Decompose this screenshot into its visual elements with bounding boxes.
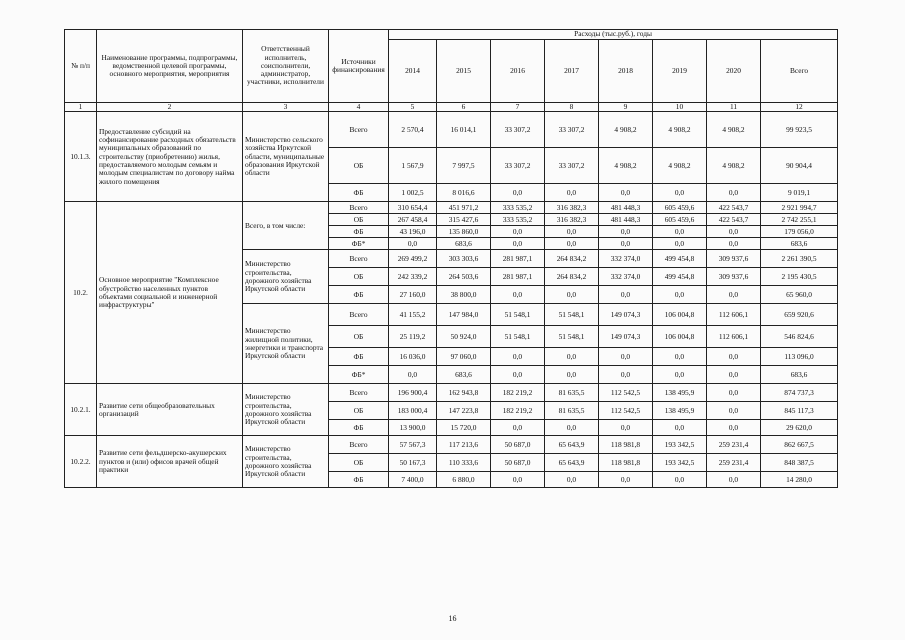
value-cell: 0,0 [599, 226, 653, 238]
value-total: 179 056,0 [761, 226, 838, 238]
value-cell: 147 223,8 [437, 402, 491, 420]
row-number: 10.2.2. [65, 436, 97, 488]
value-cell: 50 167,3 [389, 454, 437, 472]
col-index: 12 [761, 103, 838, 112]
value-cell: 50 687,0 [491, 436, 545, 454]
value-cell: 0,0 [707, 402, 761, 420]
header-year: 2017 [545, 40, 599, 103]
value-cell: 264 834,2 [545, 250, 599, 268]
funding-source: ОБ [329, 402, 389, 420]
program-name: Основное мероприятие "Комплексное обустройство населенных пунктов объектами социальной и инженерной инфраструктуры" [97, 202, 243, 384]
value-cell: 33 307,2 [545, 112, 599, 148]
funding-source: ФБ [329, 226, 389, 238]
value-total: 2 261 390,5 [761, 250, 838, 268]
value-cell: 0,0 [707, 348, 761, 366]
value-cell: 0,0 [545, 184, 599, 202]
value-cell: 106 004,8 [653, 304, 707, 326]
funding-source: ОБ [329, 148, 389, 184]
header-year: 2020 [707, 40, 761, 103]
value-cell: 0,0 [707, 226, 761, 238]
value-cell: 8 016,6 [437, 184, 491, 202]
executor-name: Министерство жилищной политики, энергетики и транспорта Иркутской области [243, 304, 329, 384]
funding-source: ОБ [329, 214, 389, 226]
value-cell: 138 495,9 [653, 402, 707, 420]
value-cell: 605 459,6 [653, 202, 707, 214]
funding-source: ФБ [329, 420, 389, 436]
value-cell: 4 908,2 [599, 148, 653, 184]
funding-source: ОБ [329, 268, 389, 286]
funding-source: ФБ [329, 184, 389, 202]
value-cell: 135 860,0 [437, 226, 491, 238]
value-total: 9 019,1 [761, 184, 838, 202]
value-cell: 110 333,6 [437, 454, 491, 472]
col-index: 4 [329, 103, 389, 112]
value-total: 845 117,3 [761, 402, 838, 420]
value-cell: 0,0 [599, 184, 653, 202]
value-cell: 0,0 [599, 348, 653, 366]
value-cell: 193 342,5 [653, 454, 707, 472]
funding-source: ФБ* [329, 366, 389, 384]
value-cell: 81 635,5 [545, 402, 599, 420]
header-year: 2014 [389, 40, 437, 103]
header-year: 2016 [491, 40, 545, 103]
value-cell: 51 548,1 [545, 304, 599, 326]
value-cell: 149 074,3 [599, 304, 653, 326]
value-cell: 0,0 [653, 184, 707, 202]
table-row [65, 436, 838, 454]
value-cell: 2 570,4 [389, 112, 437, 148]
header-year: 2019 [653, 40, 707, 103]
value-total: 99 923,5 [761, 112, 838, 148]
col-index: 9 [599, 103, 653, 112]
funding-source: Всего [329, 304, 389, 326]
value-total: 14 280,0 [761, 472, 838, 488]
value-cell: 0,0 [707, 238, 761, 250]
value-cell: 0,0 [491, 184, 545, 202]
value-cell: 193 342,5 [653, 436, 707, 454]
value-cell: 0,0 [653, 420, 707, 436]
header-expenses: Расходы (тыс.руб.), годы [389, 30, 838, 40]
value-cell: 0,0 [653, 238, 707, 250]
value-total: 2 921 994,7 [761, 202, 838, 214]
value-cell: 33 307,2 [491, 112, 545, 148]
value-cell: 0,0 [707, 472, 761, 488]
table-body [65, 30, 838, 488]
funding-source: Всего [329, 250, 389, 268]
value-cell: 683,6 [437, 238, 491, 250]
value-cell: 43 196,0 [389, 226, 437, 238]
value-cell: 0,0 [491, 366, 545, 384]
value-cell: 4 908,2 [653, 112, 707, 148]
funding-source: Всего [329, 384, 389, 402]
col-index: 10 [653, 103, 707, 112]
value-cell: 0,0 [707, 384, 761, 402]
executor-name: Министерство строительства, дорожного хозяйства Иркутской области [243, 384, 329, 436]
value-cell: 33 307,2 [491, 148, 545, 184]
value-cell: 242 339,2 [389, 268, 437, 286]
value-cell: 605 459,6 [653, 214, 707, 226]
value-cell: 0,0 [491, 348, 545, 366]
value-cell: 112 606,1 [707, 326, 761, 348]
value-cell: 0,0 [545, 226, 599, 238]
program-name: Развитие сети общеобразовательных организаций [97, 384, 243, 436]
value-cell: 162 943,8 [437, 384, 491, 402]
value-cell: 281 987,1 [491, 268, 545, 286]
value-cell: 118 981,8 [599, 436, 653, 454]
value-cell: 264 834,2 [545, 268, 599, 286]
row-number: 10.1.3. [65, 112, 97, 202]
value-cell: 0,0 [707, 286, 761, 304]
col-index: 3 [243, 103, 329, 112]
executor-name: Всего, в том числе: [243, 202, 329, 250]
value-cell: 0,0 [599, 286, 653, 304]
value-cell: 481 448,3 [599, 214, 653, 226]
value-cell: 4 908,2 [707, 148, 761, 184]
value-cell: 4 908,2 [707, 112, 761, 148]
column-index-row [65, 103, 838, 112]
value-cell: 112 542,5 [599, 402, 653, 420]
value-cell: 259 231,4 [707, 436, 761, 454]
value-cell: 0,0 [707, 366, 761, 384]
funding-source: ОБ [329, 326, 389, 348]
table-row [65, 112, 838, 148]
value-cell: 0,0 [389, 366, 437, 384]
value-cell: 57 567,3 [389, 436, 437, 454]
value-cell: 259 231,4 [707, 454, 761, 472]
header-num: № п/п [65, 30, 97, 103]
table-row [65, 202, 838, 214]
value-cell: 112 542,5 [599, 384, 653, 402]
value-total: 2 742 255,1 [761, 214, 838, 226]
value-cell: 112 606,1 [707, 304, 761, 326]
value-cell: 7 997,5 [437, 148, 491, 184]
header-executor: Ответственный исполнитель, соисполнители, администратор, участники, исполнители [243, 30, 329, 103]
value-cell: 0,0 [653, 366, 707, 384]
value-cell: 309 937,6 [707, 268, 761, 286]
row-number: 10.2.1. [65, 384, 97, 436]
value-cell: 267 458,4 [389, 214, 437, 226]
value-cell: 13 900,0 [389, 420, 437, 436]
value-cell: 81 635,5 [545, 384, 599, 402]
executor-name: Министерство сельского хозяйства Иркутской области, муниципальные образования Иркутской области [243, 112, 329, 202]
col-index: 7 [491, 103, 545, 112]
value-cell: 6 880,0 [437, 472, 491, 488]
value-total: 113 096,0 [761, 348, 838, 366]
value-cell: 332 374,0 [599, 268, 653, 286]
value-total: 29 620,0 [761, 420, 838, 436]
value-cell: 50 924,0 [437, 326, 491, 348]
header-row-1 [65, 30, 838, 40]
value-cell: 1 567,9 [389, 148, 437, 184]
value-cell: 51 548,1 [545, 326, 599, 348]
funding-source: ФБ [329, 348, 389, 366]
value-cell: 315 427,6 [437, 214, 491, 226]
table-row [65, 384, 838, 402]
funding-source: ФБ [329, 472, 389, 488]
value-cell: 183 000,4 [389, 402, 437, 420]
value-cell: 0,0 [545, 420, 599, 436]
value-cell: 106 004,8 [653, 326, 707, 348]
value-total: 683,6 [761, 238, 838, 250]
value-cell: 7 400,0 [389, 472, 437, 488]
header-sources: Источники финансирования [329, 30, 389, 103]
value-cell: 481 448,3 [599, 202, 653, 214]
expenses-table [64, 29, 838, 488]
value-cell: 269 499,2 [389, 250, 437, 268]
value-cell: 0,0 [707, 184, 761, 202]
program-name: Развитие сети фельдшерско-акушерских пунктов и (или) офисов врачей общей практики [97, 436, 243, 488]
value-cell: 316 382,3 [545, 214, 599, 226]
value-cell: 15 720,0 [437, 420, 491, 436]
value-cell: 41 155,2 [389, 304, 437, 326]
value-cell: 303 303,6 [437, 250, 491, 268]
value-cell: 65 643,9 [545, 454, 599, 472]
header-year: 2015 [437, 40, 491, 103]
header-total: Всего [761, 40, 838, 103]
value-total: 862 667,5 [761, 436, 838, 454]
row-number: 10.2. [65, 202, 97, 384]
value-total: 874 737,3 [761, 384, 838, 402]
value-cell: 0,0 [491, 226, 545, 238]
value-cell: 196 900,4 [389, 384, 437, 402]
value-cell: 147 984,0 [437, 304, 491, 326]
value-cell: 0,0 [491, 472, 545, 488]
value-cell: 51 548,1 [491, 304, 545, 326]
value-cell: 316 382,3 [545, 202, 599, 214]
value-cell: 499 454,8 [653, 268, 707, 286]
value-cell: 27 160,0 [389, 286, 437, 304]
value-total: 90 904,4 [761, 148, 838, 184]
value-cell: 33 307,2 [545, 148, 599, 184]
value-cell: 0,0 [599, 420, 653, 436]
value-cell: 118 981,8 [599, 454, 653, 472]
value-cell: 0,0 [491, 238, 545, 250]
value-cell: 138 495,9 [653, 384, 707, 402]
col-index: 11 [707, 103, 761, 112]
funding-source: Всего [329, 112, 389, 148]
value-cell: 117 213,6 [437, 436, 491, 454]
value-cell: 333 535,2 [491, 214, 545, 226]
funding-source: ФБ [329, 286, 389, 304]
program-name: Предоставление субсидий на софинансирование расходных обязательств муниципальных образований по строительству (приобретению) жилья, предоставляемого молодым семьям и молодым специалистам по договору найма жилого помещения [97, 112, 243, 202]
value-total: 659 920,6 [761, 304, 838, 326]
col-index: 5 [389, 103, 437, 112]
value-cell: 0,0 [545, 286, 599, 304]
value-cell: 16 014,1 [437, 112, 491, 148]
header-year: 2018 [599, 40, 653, 103]
value-cell: 0,0 [707, 420, 761, 436]
value-cell: 499 454,8 [653, 250, 707, 268]
funding-source: ФБ* [329, 238, 389, 250]
value-cell: 4 908,2 [653, 148, 707, 184]
value-cell: 50 687,0 [491, 454, 545, 472]
value-cell: 97 060,0 [437, 348, 491, 366]
value-cell: 332 374,0 [599, 250, 653, 268]
col-index: 8 [545, 103, 599, 112]
value-cell: 683,6 [437, 366, 491, 384]
value-cell: 149 074,3 [599, 326, 653, 348]
value-cell: 310 654,4 [389, 202, 437, 214]
value-cell: 0,0 [491, 420, 545, 436]
value-total: 65 960,0 [761, 286, 838, 304]
value-cell: 0,0 [653, 286, 707, 304]
value-cell: 1 002,5 [389, 184, 437, 202]
value-cell: 0,0 [545, 472, 599, 488]
col-index: 1 [65, 103, 97, 112]
value-total: 848 387,5 [761, 454, 838, 472]
value-total: 683,6 [761, 366, 838, 384]
value-cell: 0,0 [599, 238, 653, 250]
value-cell: 0,0 [653, 472, 707, 488]
page-number: 16 [448, 614, 457, 623]
executor-name: Министерство строительства, дорожного хозяйства Иркутской области [243, 436, 329, 488]
value-cell: 51 548,1 [491, 326, 545, 348]
value-cell: 16 036,0 [389, 348, 437, 366]
value-cell: 422 543,7 [707, 214, 761, 226]
value-cell: 0,0 [599, 472, 653, 488]
value-cell: 65 643,9 [545, 436, 599, 454]
col-index: 2 [97, 103, 243, 112]
value-cell: 0,0 [545, 366, 599, 384]
value-cell: 0,0 [653, 226, 707, 238]
value-cell: 182 219,2 [491, 402, 545, 420]
value-total: 546 824,6 [761, 326, 838, 348]
value-cell: 25 119,2 [389, 326, 437, 348]
value-cell: 4 908,2 [599, 112, 653, 148]
value-cell: 182 219,2 [491, 384, 545, 402]
value-cell: 0,0 [653, 348, 707, 366]
funding-source: Всего [329, 436, 389, 454]
value-cell: 0,0 [599, 366, 653, 384]
funding-source: Всего [329, 202, 389, 214]
executor-name: Министерство строительства, дорожного хозяйства Иркутской области [243, 250, 329, 304]
value-cell: 451 971,2 [437, 202, 491, 214]
funding-source: ОБ [329, 454, 389, 472]
header-program: Наименование программы, подпрограммы, ведомственной целевой программы, основного мероприятия, мероприятия [97, 30, 243, 103]
value-total: 2 195 430,5 [761, 268, 838, 286]
value-cell: 281 987,1 [491, 250, 545, 268]
value-cell: 0,0 [545, 348, 599, 366]
value-cell: 0,0 [545, 238, 599, 250]
value-cell: 264 503,6 [437, 268, 491, 286]
col-index: 6 [437, 103, 491, 112]
value-cell: 422 543,7 [707, 202, 761, 214]
value-cell: 309 937,6 [707, 250, 761, 268]
value-cell: 38 800,0 [437, 286, 491, 304]
value-cell: 0,0 [491, 286, 545, 304]
value-cell: 333 535,2 [491, 202, 545, 214]
value-cell: 0,0 [389, 238, 437, 250]
